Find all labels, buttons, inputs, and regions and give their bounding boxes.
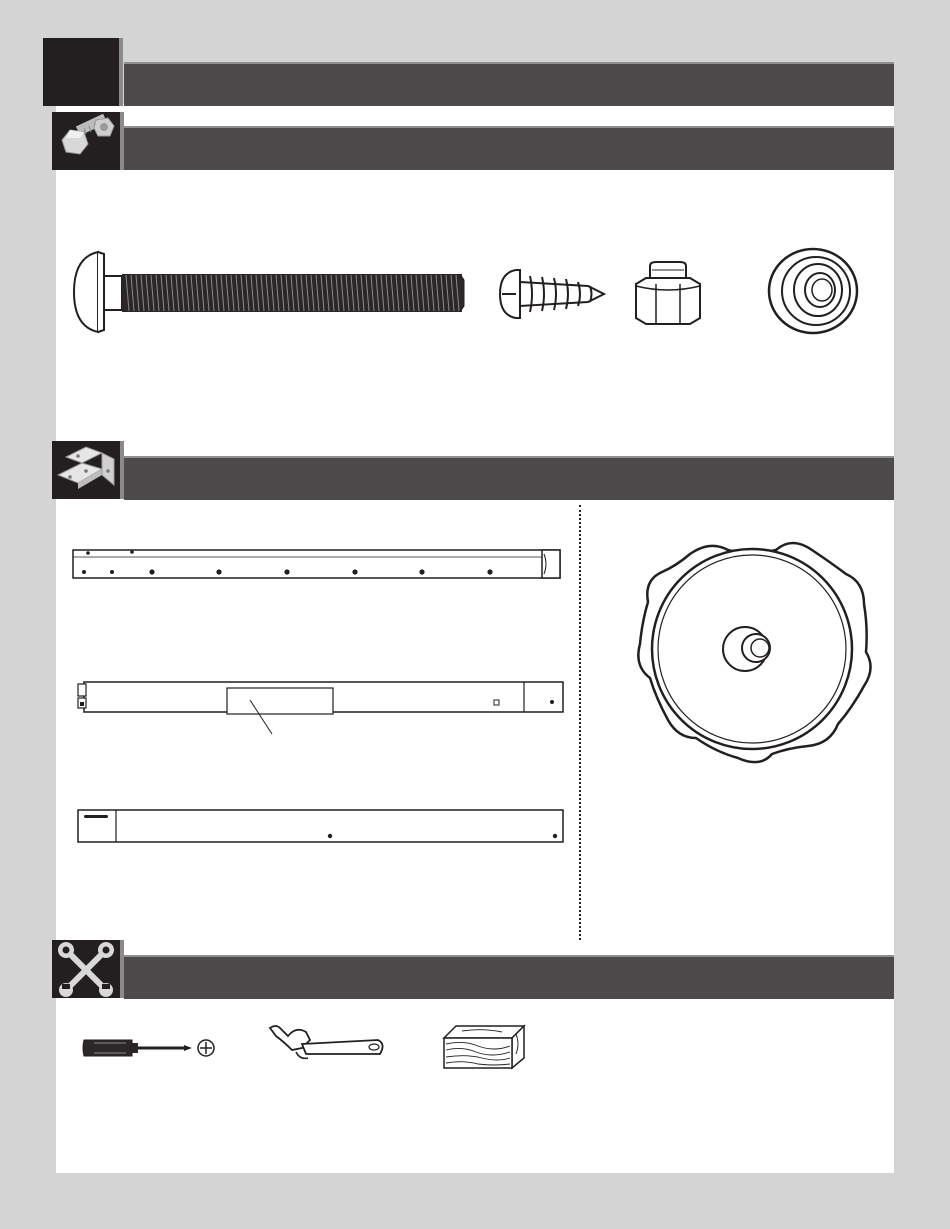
lock-nut-icon [634,260,702,326]
rail-with-holes-icon [72,548,562,580]
tools-section-bar [124,955,894,999]
bracket-icon [52,441,120,499]
crossed-wrenches-icon [52,940,120,998]
truss-head-screw-icon [498,268,606,320]
phillips-screwdriver-icon [80,1034,220,1064]
hardware-section-bar [124,126,894,170]
bolt-nut-icon [52,112,120,170]
hardware-section-icon-box [52,112,124,170]
dotted-divider [579,505,581,940]
wood-block-icon [442,1024,526,1070]
adjustable-wrench-icon [266,1022,388,1064]
step-number-box [43,38,119,106]
step-title-bar [124,62,894,106]
bushing-icon [766,246,860,336]
rail-with-slot-icon [76,808,566,846]
tools-section-icon-box [52,940,124,998]
knob-handle-icon [632,532,876,766]
parts-section-bar [124,456,894,500]
rail-with-label-icon [74,678,566,738]
parts-section-icon-box [52,441,124,499]
carriage-bolt-icon [72,250,466,334]
